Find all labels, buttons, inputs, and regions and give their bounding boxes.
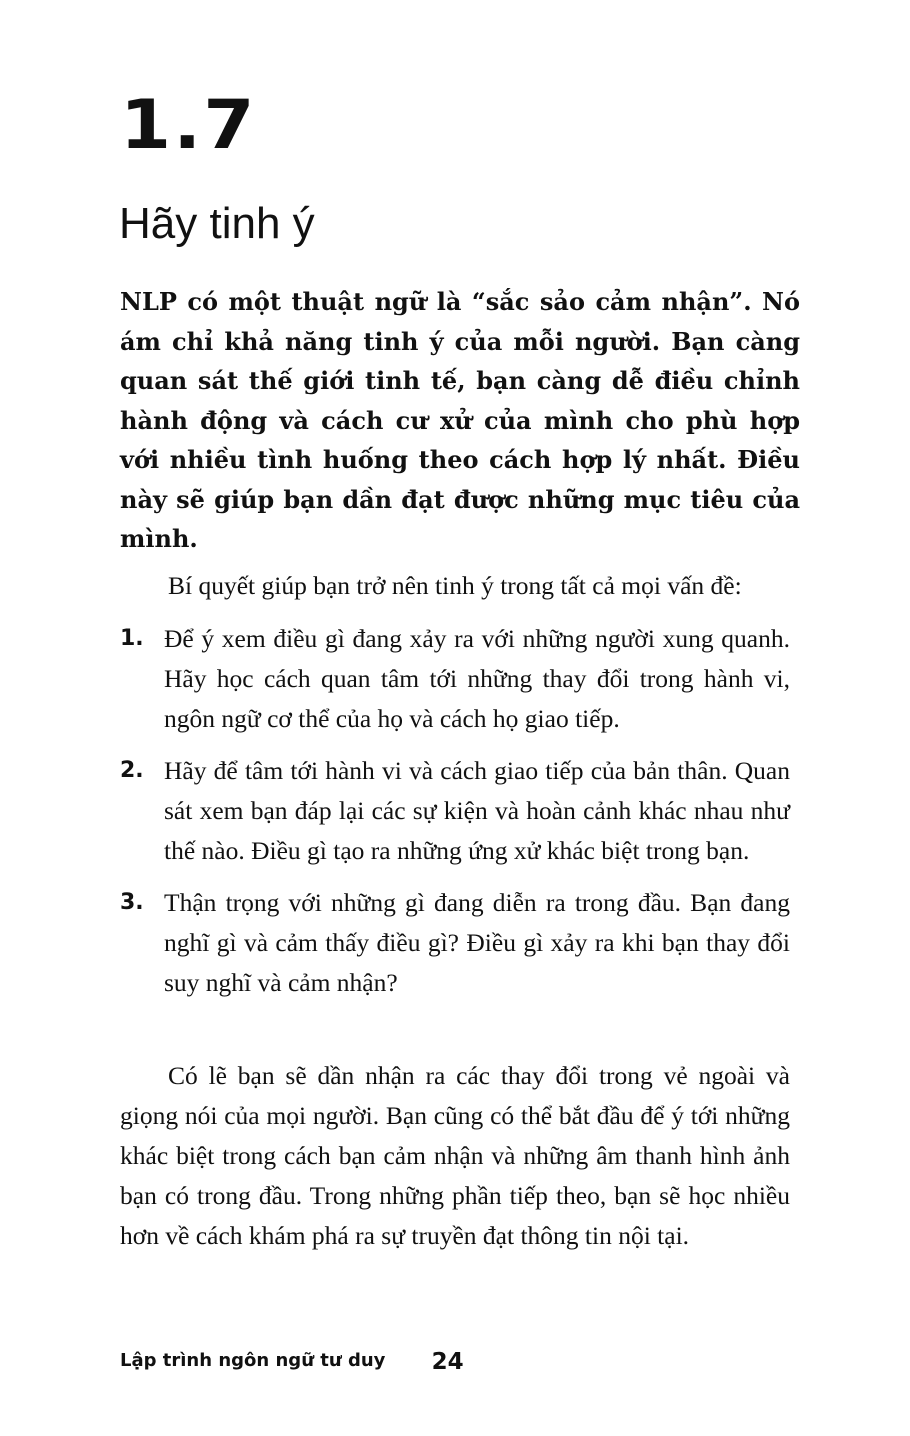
- list-text: Để ý xem điều gì đang xảy ra với những người xung quanh. Hãy học cách quan tâm tới những thay đổi trong hành vi, ngôn ngữ cơ thể của họ và cách họ giao tiếp.: [164, 624, 790, 733]
- section-title: Hãy tinh ý: [119, 199, 315, 248]
- page-number: 24: [431, 1349, 464, 1375]
- list-text: Thận trọng với những gì đang diễn ra trong đầu. Bạn đang nghĩ gì và cảm thấy điều gì? Điều gì xảy ra khi bạn thay đổi suy nghĩ và cảm nhận?: [164, 888, 790, 997]
- list-number: 3.: [120, 890, 144, 915]
- list-number: 2.: [120, 758, 144, 783]
- section-number: 1.7: [120, 86, 257, 165]
- closing-paragraph: Có lẽ bạn sẽ dần nhận ra các thay đổi trong vẻ ngoài và giọng nói của mọi người. Bạn cũng có thể bắt đầu để ý tới những khác biệt trong cách bạn cảm nhận và những âm thanh hình ảnh bạn có trong đầu. Trong những phần tiếp theo, bạn sẽ học nhiều hơn về cách khám phá ra sự truyền đạt thông tin nội tại.: [120, 1061, 790, 1250]
- tips-list: [120, 619, 790, 1015]
- lead-paragraph: NLP có một thuật ngữ là “sắc sảo cảm nhận”. Nó ám chỉ khả năng tinh ý của mỗi người. Bạn càng quan sát thế giới tinh tế, bạn càng dễ điều chỉnh hành động và cách cư xử của mình cho phù hợp với nhiều tình huống theo cách hợp lý nhất. Điều này sẽ giúp bạn dần đạt được những mục tiêu của mình.: [120, 287, 800, 553]
- page-footer: [120, 1346, 464, 1377]
- list-item: [120, 619, 790, 739]
- tips-intro: Bí quyết giúp bạn trở nên tinh ý trong tất cả mọi vấn đề:: [168, 571, 742, 600]
- list-number: 1.: [120, 626, 144, 651]
- list-text: Hãy để tâm tới hành vi và cách giao tiếp của bản thân. Quan sát xem bạn đáp lại các sự kiện và hoàn cảnh khác nhau như thế nào. Điều gì tạo ra những ứng xử khác biệt trong bạn.: [164, 756, 790, 865]
- list-item: [120, 751, 790, 871]
- book-title-part2: ngôn ngữ tư duy: [218, 1350, 386, 1371]
- book-title-part1: Lập trình: [120, 1350, 213, 1371]
- list-item: [120, 883, 790, 1003]
